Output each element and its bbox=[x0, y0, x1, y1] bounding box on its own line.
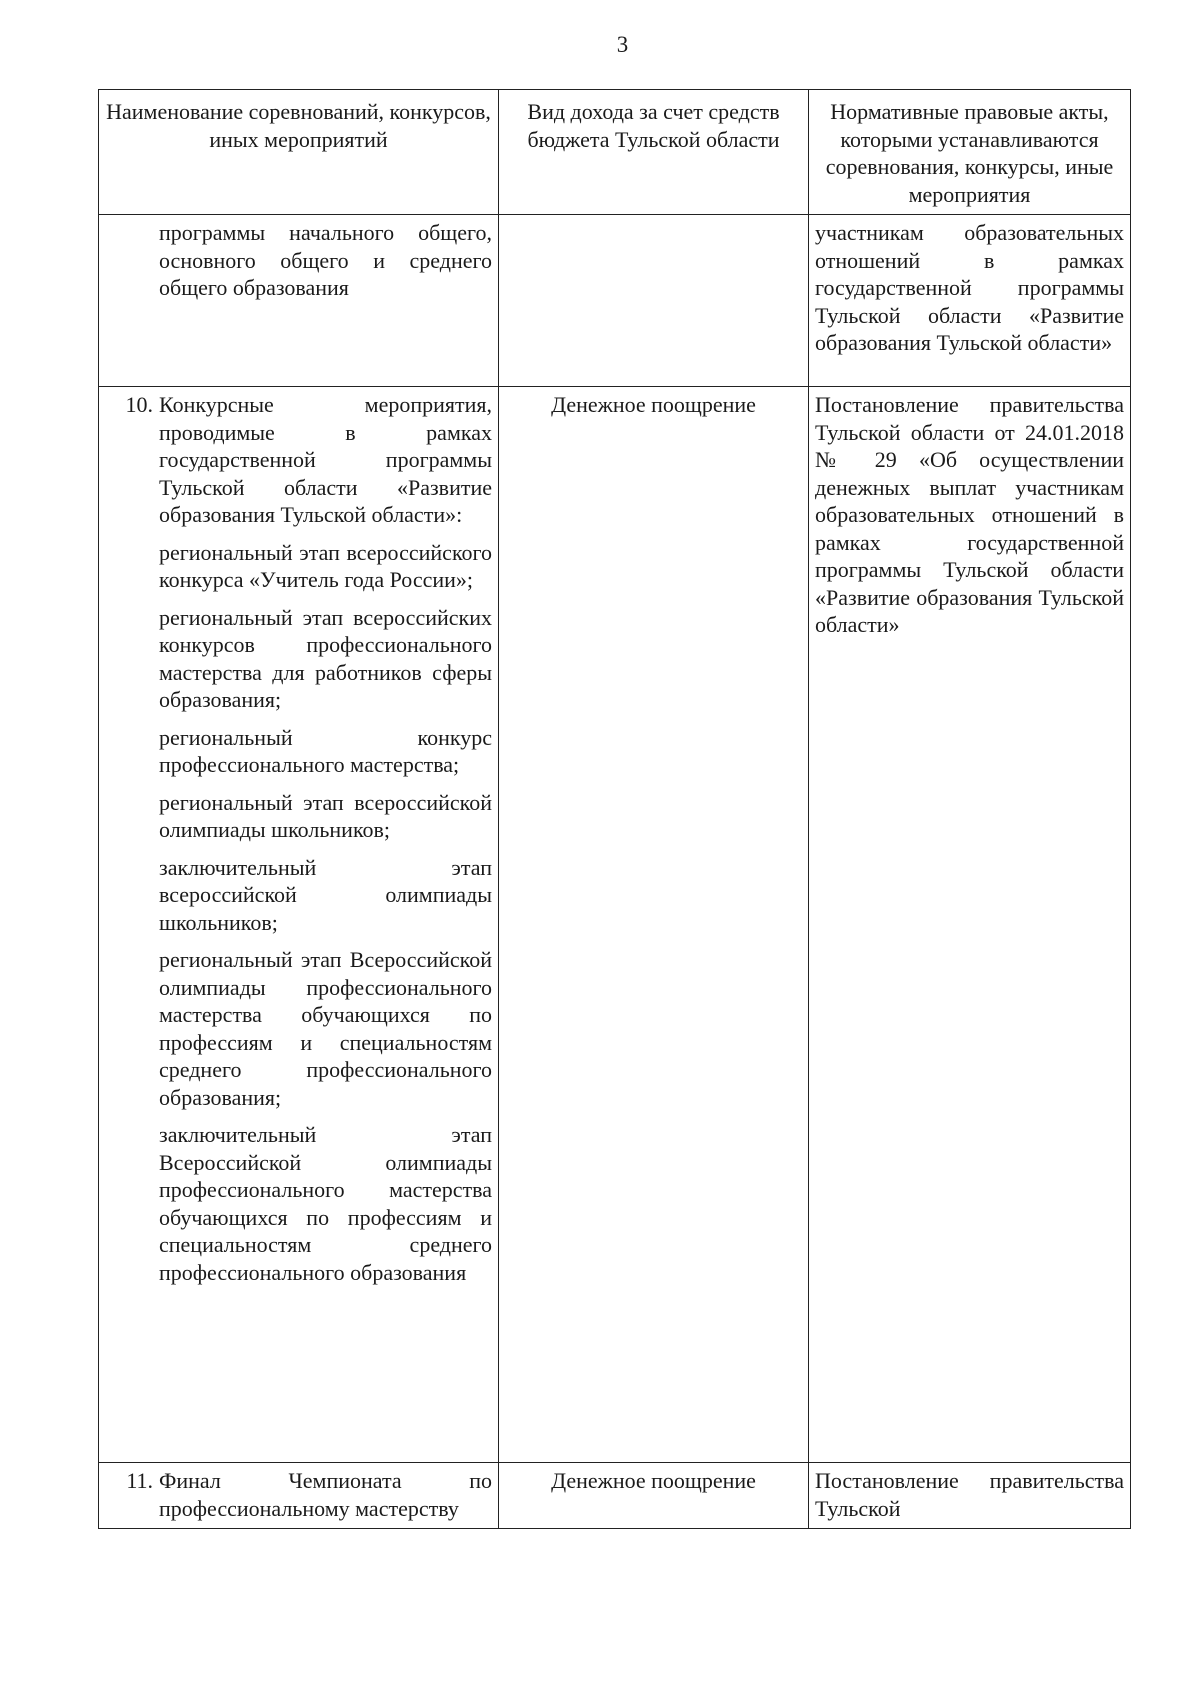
income-type-cell bbox=[499, 215, 809, 387]
legal-act: Постановление правительства Тульской bbox=[815, 1468, 1124, 1521]
list-item: заключительный этап всероссийской олимпиады школьников; bbox=[159, 854, 492, 935]
row-number: 10. bbox=[125, 392, 153, 417]
legal-act-cell bbox=[809, 1463, 1131, 1529]
row-number: 11. bbox=[126, 1468, 153, 1493]
income-type: Денежное поощрение bbox=[551, 392, 756, 417]
competitions-table bbox=[98, 89, 1131, 1529]
table-row bbox=[99, 387, 1131, 1463]
legal-act: участникам образовательных отношений в рамках государственной программы Тульской области «Развитие образования Тульской области» bbox=[815, 220, 1124, 355]
legal-act: Постановление правительства Тульской области от 24.01.2018 № 29 «Об осуществлении денежных выплат участникам образовательных отношений в рамках государственной программы Тульской области «Развитие образования Тульской области» bbox=[815, 392, 1124, 637]
competition-name-cell bbox=[99, 387, 499, 1463]
list-item: региональный этап всероссийской олимпиады школьников; bbox=[159, 789, 492, 842]
list-item: региональный этап Всероссийской олимпиады профессионального мастерства обучающихся по профессиям и специальностям среднего профессионального образования; bbox=[159, 947, 492, 1110]
page-number: 3 bbox=[616, 32, 629, 57]
header-legal-acts: Нормативные правовые акты, которыми устанавливаются соревнования, конкурсы, иные мероприятия bbox=[809, 90, 1131, 215]
row-number bbox=[105, 219, 159, 302]
income-type: Денежное поощрение bbox=[551, 1468, 756, 1493]
header-competition-name: Наименование соревнований, конкурсов, иных мероприятий bbox=[99, 90, 499, 215]
list-item: региональный этап всероссийского конкурса «Учитель года России»; bbox=[159, 539, 492, 592]
list-item: заключительный этап Всероссийской олимпиады профессионального мастерства обучающихся по профессиям и специальностям среднего профессионального образования bbox=[159, 1122, 492, 1285]
income-type bbox=[499, 215, 808, 219]
table-row bbox=[99, 1463, 1131, 1529]
income-type-cell bbox=[499, 387, 809, 1463]
legal-act-cell bbox=[809, 387, 1131, 1463]
legal-act-cell bbox=[809, 215, 1131, 387]
competition-name-cell bbox=[99, 1463, 499, 1529]
income-type-cell bbox=[499, 1463, 809, 1529]
competition-name: программы начального общего, основного общего и среднего общего образования bbox=[159, 220, 492, 300]
competition-name: Конкурсные мероприятия, проводимые в рамках государственной программы Тульской области «Развитие образования Тульской области»: bbox=[159, 392, 492, 527]
table-header-row bbox=[99, 90, 1131, 215]
header-income-type: Вид дохода за счет средств бюджета Тульской области bbox=[499, 90, 809, 215]
competition-name: Финал Чемпионата по профессиональному мастерству bbox=[159, 1468, 492, 1521]
list-item: региональный конкурс профессионального мастерства; bbox=[159, 724, 492, 777]
competition-name-cell bbox=[99, 215, 499, 387]
list-item: региональный этап всероссийских конкурсов профессионального мастерства для работников сферы образования; bbox=[159, 604, 492, 712]
table-row bbox=[99, 215, 1131, 387]
